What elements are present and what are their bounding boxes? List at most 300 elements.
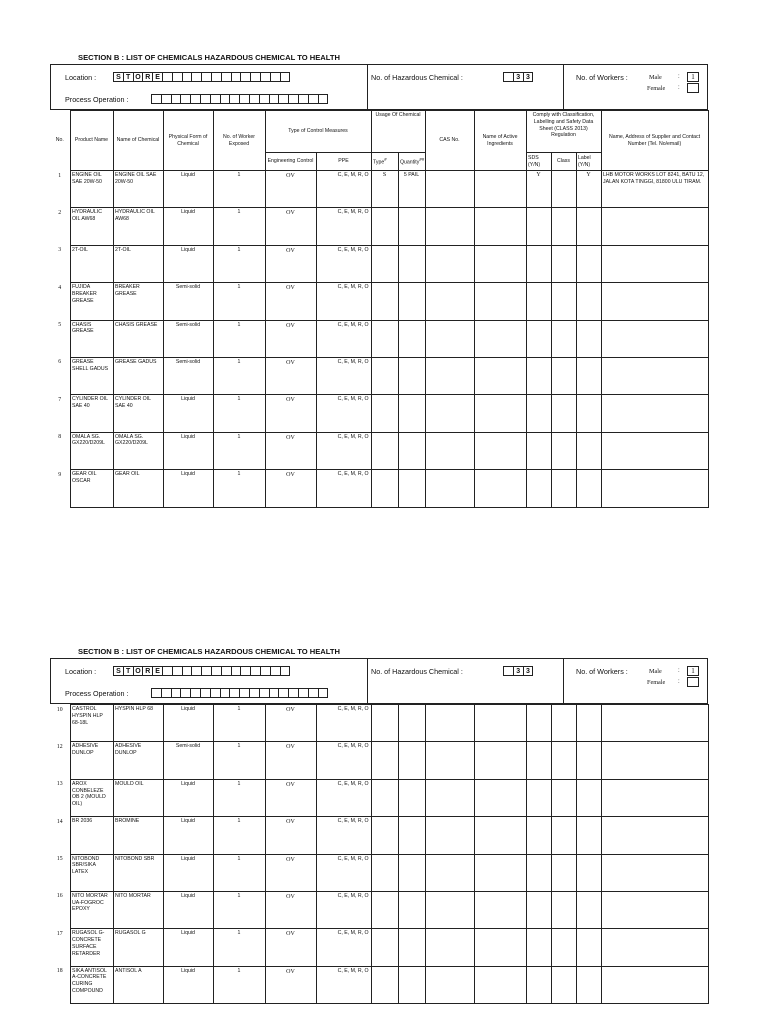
header-control-measures: Type of Control Measures (265, 111, 371, 153)
workers-exposed-cell: 1 (213, 705, 265, 742)
sds-cell (526, 432, 551, 469)
char-cell[interactable]: S (113, 72, 124, 82)
row-number: 14 (56, 818, 63, 825)
ppe-cell: C, E, M, R, O (316, 171, 371, 208)
physical-form-cell: Liquid (163, 891, 213, 928)
physical-form-cell: Semi-solid (163, 320, 213, 357)
male-count-field[interactable]: 1 (687, 72, 699, 82)
label-cell (576, 208, 601, 245)
class-cell (551, 395, 576, 432)
workers-exposed-cell: 1 (213, 395, 265, 432)
sds-cell (526, 395, 551, 432)
engineering-control-cell: OV (265, 817, 316, 854)
product-name-cell: RUGASOL G-CONCRETE SURFACE RETARDER (70, 929, 113, 966)
ppe-cell: C, E, M, R, O (316, 470, 371, 507)
quantity-cell (398, 283, 425, 320)
chemical-name-cell: ADHESIVE DUNLOP (113, 742, 163, 779)
class-cell (551, 929, 576, 966)
ppe-cell: C, E, M, R, O (316, 779, 371, 816)
header-product-name: Product Name (70, 111, 113, 171)
usage-type-cell (371, 929, 398, 966)
quantity-cell (398, 929, 425, 966)
active-ingredients-cell (474, 817, 526, 854)
workers-exposed-cell: 1 (213, 432, 265, 469)
quantity-cell (398, 779, 425, 816)
product-name-cell: SIKA ANTISOL A-CONCRETE CURING COMPOUND (70, 966, 113, 1003)
hazard-count-label: No. of Hazardous Chemical : (371, 73, 463, 82)
process-operation-label: Process Operation : (65, 689, 129, 698)
header-sds: SDS (Y/N) (526, 153, 551, 171)
header-supplier: Name, Address of Supplier and Contact Number (Tel. No/email) (601, 111, 708, 171)
header-label: Label (Y/N) (576, 153, 601, 171)
active-ingredients-cell (474, 395, 526, 432)
sds-cell: Y (526, 171, 551, 208)
chemical-table-page2 (50, 704, 709, 1004)
header-no: No. (50, 111, 70, 171)
active-ingredients-cell (474, 357, 526, 394)
section-title-2: SECTION B : LIST OF CHEMICALS HAZARDOUS CHEMICAL TO HEALTH (78, 647, 340, 656)
supplier-cell (601, 357, 708, 394)
char-cell[interactable]: 3 (513, 72, 524, 82)
product-name-cell: ENGINE OIL SAE 20W-50 (70, 171, 113, 208)
hazard-count-field[interactable] (503, 72, 532, 82)
table-row (50, 891, 708, 928)
label-cell (576, 470, 601, 507)
row-number: 15 (56, 856, 63, 863)
engineering-control-cell: OV (265, 432, 316, 469)
char-cell[interactable]: O (133, 666, 144, 676)
active-ingredients-cell (474, 283, 526, 320)
supplier-cell (601, 966, 708, 1003)
header-active-ingredients: Name of Active Ingredients (474, 111, 526, 171)
product-name-cell: CYLINDER OIL SAE 40 (70, 395, 113, 432)
supplier-cell (601, 742, 708, 779)
workers-exposed-cell: 1 (213, 854, 265, 891)
physical-form-cell: Liquid (163, 171, 213, 208)
usage-type-cell (371, 891, 398, 928)
header-usage: Usage Of Chemical (371, 111, 425, 153)
sds-cell (526, 742, 551, 779)
workers-exposed-cell: 1 (213, 171, 265, 208)
chemical-name-cell: RUGASOL G (113, 929, 163, 966)
physical-form-cell: Liquid (163, 966, 213, 1003)
quantity-cell (398, 432, 425, 469)
chemical-name-cell: HYDRAULIC OIL AW68 (113, 208, 163, 245)
supplier-cell (601, 470, 708, 507)
char-cell[interactable]: 3 (523, 666, 534, 676)
header-chemical-name: Name of Chemical (113, 111, 163, 171)
form-header-2 (50, 658, 708, 704)
male-label: Male (649, 74, 662, 81)
physical-form-cell: Liquid (163, 705, 213, 742)
engineering-control-cell: OV (265, 320, 316, 357)
product-name-cell: GEAR OIL OSCAR (70, 470, 113, 507)
product-name-cell: CHASIS GREASE (70, 320, 113, 357)
usage-type-cell (371, 705, 398, 742)
female-count-field[interactable] (687, 83, 699, 93)
workers-exposed-cell: 1 (213, 320, 265, 357)
usage-type-cell (371, 245, 398, 282)
workers-exposed-cell: 1 (213, 929, 265, 966)
row-number: 8 (58, 434, 62, 441)
quantity-cell (398, 891, 425, 928)
char-cell[interactable] (318, 94, 329, 104)
label-cell (576, 357, 601, 394)
product-name-cell: ADHESIVE DUNLOP (70, 742, 113, 779)
product-name-cell: FUJIDA BREAKER GREASE (70, 283, 113, 320)
chemical-name-cell: ENGINE OIL SAE 20W-50 (113, 171, 163, 208)
header-class: Class (551, 153, 576, 171)
physical-form-cell: Liquid (163, 817, 213, 854)
quantity-cell (398, 208, 425, 245)
location-label: Location : (65, 667, 97, 676)
usage-type-cell (371, 320, 398, 357)
ppe-cell: C, E, M, R, O (316, 854, 371, 891)
char-cell[interactable] (318, 688, 329, 698)
char-cell[interactable]: 3 (523, 72, 534, 82)
active-ingredients-cell (474, 705, 526, 742)
ppe-cell: C, E, M, R, O (316, 817, 371, 854)
active-ingredients-cell (474, 245, 526, 282)
male-label: Male (649, 668, 662, 675)
quantity-cell (398, 854, 425, 891)
char-cell[interactable]: S (113, 666, 124, 676)
active-ingredients-cell (474, 929, 526, 966)
active-ingredients-cell (474, 470, 526, 507)
active-ingredients-cell (474, 966, 526, 1003)
label-cell (576, 432, 601, 469)
engineering-control-cell: OV (265, 854, 316, 891)
quantity-cell (398, 470, 425, 507)
table-row (50, 245, 708, 282)
row-number: 17 (56, 930, 63, 937)
supplier-cell: LHB MOTOR WORKS LOT 8241, BATU 12, JALAN KOTA TINGGI, 81800 ULU TIRAM. (601, 171, 708, 208)
workers-exposed-cell: 1 (213, 742, 265, 779)
process-operation-field[interactable] (151, 688, 327, 698)
label-cell (576, 929, 601, 966)
table-row (50, 742, 708, 779)
cas-no-cell (425, 245, 474, 282)
quantity-cell (398, 742, 425, 779)
ppe-cell: C, E, M, R, O (316, 929, 371, 966)
product-name-cell: GREASE SHELL GADUS (70, 357, 113, 394)
active-ingredients-cell (474, 171, 526, 208)
header-ppe: PPE (316, 153, 371, 171)
male-colon: : (678, 74, 680, 80)
physical-form-cell: Liquid (163, 245, 213, 282)
ppe-cell: C, E, M, R, O (316, 705, 371, 742)
workers-label: No. of Workers : (576, 73, 628, 82)
label-cell (576, 854, 601, 891)
char-cell[interactable]: E (152, 72, 163, 82)
section-title: SECTION B : LIST OF CHEMICALS HAZARDOUS CHEMICAL TO HEALTH (78, 53, 340, 62)
sds-cell (526, 320, 551, 357)
female-count-field[interactable] (687, 677, 699, 687)
active-ingredients-cell (474, 742, 526, 779)
char-cell[interactable]: T (123, 72, 134, 82)
sds-cell (526, 929, 551, 966)
process-operation-field[interactable] (151, 94, 327, 104)
location-field[interactable] (113, 72, 289, 82)
label-cell (576, 283, 601, 320)
char-cell[interactable] (280, 666, 291, 676)
char-cell[interactable]: E (152, 666, 163, 676)
product-name-cell: BR 2036 (70, 817, 113, 854)
sds-cell (526, 966, 551, 1003)
label-cell (576, 742, 601, 779)
engineering-control-cell: OV (265, 891, 316, 928)
table-row (50, 432, 708, 469)
ppe-cell: C, E, M, R, O (316, 891, 371, 928)
row-number: 3 (58, 247, 62, 254)
active-ingredients-cell (474, 891, 526, 928)
row-number: 16 (56, 893, 63, 900)
class-cell (551, 854, 576, 891)
engineering-control-cell: OV (265, 929, 316, 966)
form-header (50, 64, 708, 110)
chemical-name-cell: 2T-OIL (113, 245, 163, 282)
table-row (50, 929, 708, 966)
table-row (50, 320, 708, 357)
supplier-cell (601, 208, 708, 245)
sds-cell (526, 854, 551, 891)
char-cell[interactable]: R (142, 666, 153, 676)
row-number: 4 (58, 284, 62, 291)
sds-cell (526, 470, 551, 507)
female-label: Female (647, 85, 666, 92)
supplier-cell (601, 395, 708, 432)
cas-no-cell (425, 966, 474, 1003)
quantity-cell (398, 245, 425, 282)
ppe-cell: C, E, M, R, O (316, 742, 371, 779)
engineering-control-cell: OV (265, 283, 316, 320)
chemical-name-cell: ANTISOL A (113, 966, 163, 1003)
ppe-cell: C, E, M, R, O (316, 395, 371, 432)
class-cell (551, 817, 576, 854)
usage-type-cell (371, 208, 398, 245)
cas-no-cell (425, 817, 474, 854)
supplier-cell (601, 854, 708, 891)
female-colon: : (678, 679, 680, 685)
char-cell[interactable]: R (142, 72, 153, 82)
workers-exposed-cell: 1 (213, 208, 265, 245)
chemical-name-cell: OMALA SG. GX220/D209L (113, 432, 163, 469)
row-number: 10 (56, 706, 63, 713)
usage-type-cell (371, 432, 398, 469)
label-cell (576, 966, 601, 1003)
location-label: Location : (65, 73, 97, 82)
cas-no-cell (425, 283, 474, 320)
product-name-cell: 2T-OIL (70, 245, 113, 282)
supplier-cell (601, 891, 708, 928)
class-cell (551, 891, 576, 928)
product-name-cell: CASTROL HYSPIN HLP 68-18L (70, 705, 113, 742)
quantity-cell (398, 817, 425, 854)
supplier-cell (601, 283, 708, 320)
process-operation-label: Process Operation : (65, 95, 129, 104)
usage-type-cell (371, 470, 398, 507)
table-row (50, 779, 708, 816)
location-field[interactable] (113, 666, 289, 676)
quantity-cell (398, 395, 425, 432)
workers-exposed-cell: 1 (213, 357, 265, 394)
label-cell (576, 320, 601, 357)
ppe-cell: C, E, M, R, O (316, 357, 371, 394)
row-number: 12 (56, 743, 63, 750)
usage-type-cell (371, 779, 398, 816)
engineering-control-cell: OV (265, 779, 316, 816)
workers-exposed-cell: 1 (213, 283, 265, 320)
chemical-name-cell: BROMINE (113, 817, 163, 854)
header-type: Type# (371, 153, 398, 171)
workers-exposed-cell: 1 (213, 817, 265, 854)
physical-form-cell: Semi-solid (163, 357, 213, 394)
supplier-cell (601, 432, 708, 469)
quantity-cell (398, 320, 425, 357)
sds-cell (526, 817, 551, 854)
supplier-cell (601, 779, 708, 816)
cas-no-cell (425, 854, 474, 891)
supplier-cell (601, 245, 708, 282)
ppe-cell: C, E, M, R, O (316, 245, 371, 282)
row-number: 1 (58, 172, 62, 179)
header-quantity: Quantity## (398, 153, 425, 171)
engineering-control-cell: OV (265, 395, 316, 432)
physical-form-cell: Liquid (163, 929, 213, 966)
product-name-cell: NITOBOND SBR/SIKA LATEX (70, 854, 113, 891)
header-workers-exposed: No. of Worker Exposed (213, 111, 265, 171)
usage-type-cell (371, 283, 398, 320)
workers-exposed-cell: 1 (213, 966, 265, 1003)
product-name-cell: OMALA SG. GX220/D209L (70, 432, 113, 469)
header-cas-no: CAS No. (425, 111, 474, 171)
quantity-cell (398, 357, 425, 394)
label-cell (576, 891, 601, 928)
product-name-cell: HYDRAULIC OIL AW68 (70, 208, 113, 245)
physical-form-cell: Liquid (163, 854, 213, 891)
workers-label: No. of Workers : (576, 667, 628, 676)
row-number: 13 (56, 781, 63, 788)
label-cell (576, 705, 601, 742)
supplier-cell (601, 929, 708, 966)
row-number: 5 (58, 322, 62, 329)
engineering-control-cell: OV (265, 357, 316, 394)
cas-no-cell (425, 742, 474, 779)
active-ingredients-cell (474, 320, 526, 357)
usage-type-cell (371, 854, 398, 891)
engineering-control-cell: OV (265, 966, 316, 1003)
table-body-page1 (50, 171, 708, 508)
class-cell (551, 742, 576, 779)
class-cell (551, 966, 576, 1003)
chemical-table-page1 (50, 110, 709, 508)
header-physical-form: Physical Form of Chemical (163, 111, 213, 171)
chemical-name-cell: NITOBOND SBR (113, 854, 163, 891)
active-ingredients-cell (474, 854, 526, 891)
table-row (50, 208, 708, 245)
class-cell (551, 705, 576, 742)
table-row (50, 705, 708, 742)
char-cell[interactable]: T (123, 666, 134, 676)
table-body-page2 (50, 705, 708, 1004)
supplier-cell (601, 705, 708, 742)
male-count-field[interactable]: 1 (687, 666, 699, 676)
ppe-cell: C, E, M, R, O (316, 208, 371, 245)
chemical-name-cell: CYLINDER OIL SAE 40 (113, 395, 163, 432)
physical-form-cell: Liquid (163, 779, 213, 816)
cas-no-cell (425, 208, 474, 245)
cas-no-cell (425, 171, 474, 208)
sds-cell (526, 283, 551, 320)
workers-exposed-cell: 1 (213, 891, 265, 928)
row-number: 18 (56, 968, 63, 975)
quantity-cell (398, 705, 425, 742)
sds-cell (526, 779, 551, 816)
product-name-cell: AROX CONBELEZE OB 2 (MOULD OIL) (70, 779, 113, 816)
class-cell (551, 470, 576, 507)
chemical-name-cell: CHASIS GREASE (113, 320, 163, 357)
table-row (50, 171, 708, 208)
chemical-name-cell: BREAKER GREASE (113, 283, 163, 320)
active-ingredients-cell (474, 208, 526, 245)
label-cell (576, 395, 601, 432)
sds-cell (526, 705, 551, 742)
engineering-control-cell: OV (265, 245, 316, 282)
active-ingredients-cell (474, 779, 526, 816)
chemical-name-cell: GEAR OIL (113, 470, 163, 507)
label-cell (576, 779, 601, 816)
workers-exposed-cell: 1 (213, 470, 265, 507)
class-cell (551, 208, 576, 245)
cas-no-cell (425, 395, 474, 432)
table-row (50, 395, 708, 432)
class-cell (551, 320, 576, 357)
engineering-control-cell: OV (265, 208, 316, 245)
table-row (50, 283, 708, 320)
cas-no-cell (425, 470, 474, 507)
physical-form-cell: Liquid (163, 432, 213, 469)
ppe-cell: C, E, M, R, O (316, 320, 371, 357)
char-cell[interactable]: 3 (513, 666, 524, 676)
header-engineering-control: Engineering Control (265, 153, 316, 171)
ppe-cell: C, E, M, R, O (316, 283, 371, 320)
row-number: 9 (58, 471, 62, 478)
table-row (50, 854, 708, 891)
physical-form-cell: Liquid (163, 470, 213, 507)
hazard-count-label: No. of Hazardous Chemical : (371, 667, 463, 676)
chemical-name-cell: GREASE GADUS (113, 357, 163, 394)
supplier-cell (601, 817, 708, 854)
table-row (50, 357, 708, 394)
chemical-name-cell: NITO MORTAR (113, 891, 163, 928)
quantity-cell (398, 966, 425, 1003)
workers-exposed-cell: 1 (213, 245, 265, 282)
hazard-count-field[interactable] (503, 666, 532, 676)
engineering-control-cell: OV (265, 470, 316, 507)
sds-cell (526, 891, 551, 928)
class-cell (551, 283, 576, 320)
usage-type-cell: S (371, 171, 398, 208)
header-class-compliance: Comply with Classification, Labelling and Safety Data Sheet (CLASS 2013) Regulation (526, 111, 601, 153)
supplier-cell (601, 320, 708, 357)
row-number: 2 (58, 209, 62, 216)
char-cell[interactable] (280, 72, 291, 82)
cas-no-cell (425, 432, 474, 469)
char-cell[interactable]: O (133, 72, 144, 82)
table-row (50, 966, 708, 1003)
cas-no-cell (425, 357, 474, 394)
table-row (50, 817, 708, 854)
